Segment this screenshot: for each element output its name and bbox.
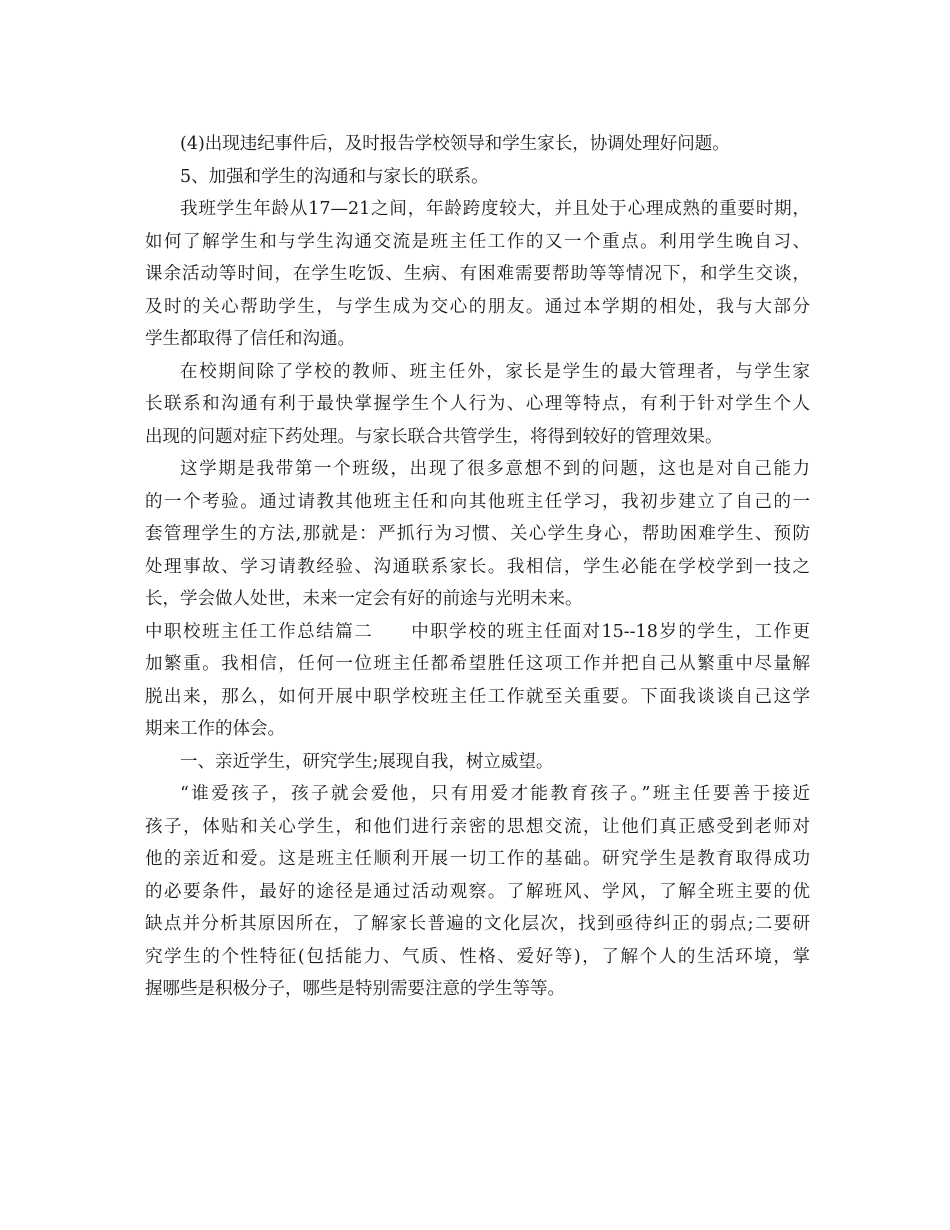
text-line: 课余活动等时间，在学生吃饭、生病、有困难需要帮助等等情况下，和学生交谈， <box>145 264 810 284</box>
text-line: 长，学会做人处世，未来一定会有好的前途与光明未来。 <box>145 589 583 609</box>
text-line: (4)出现违纪事件后，及时报告学校领导和学生家长，协调处理好问题。 <box>180 134 730 154</box>
text-line: 及时的关心帮助学生，与学生成为交心的朋友。通过本学期的相处，我与大部分 <box>145 296 810 317</box>
text-line: 在校期间除了学校的教师、班主任外，家长是学生的最大管理者，与学生家 <box>180 361 810 382</box>
text-line: “谁爱孩子，孩子就会爱他，只有用爱才能教育孩子。”班主任要善于接近 <box>180 784 810 804</box>
document-body <box>145 128 810 1006</box>
text-line: 的一个考验。通过请教其他班主任和向其他班主任学习，我初步建立了自己的一 <box>145 491 810 512</box>
text-line: 学生都取得了信任和沟通。 <box>145 329 355 349</box>
text-line: 期来工作的体会。 <box>145 719 285 739</box>
text-line: 握哪些是积极分子，哪些是特别需要注意的学生等等。 <box>145 979 565 999</box>
text-line: 这学期是我带第一个班级，出现了很多意想不到的问题，这也是对自己能力 <box>180 459 810 479</box>
subheading-line: 一、亲近学生，研究学生;展现自我，树立威望。 <box>180 751 554 772</box>
text-line: 他的亲近和爱。这是班主任顺利开展一切工作的基础。研究学生是教育取得成功 <box>145 849 810 869</box>
text-line: 的必要条件，最好的途径是通过活动观察。了解班风、学风，了解全班主要的优 <box>145 881 810 902</box>
text-line: 出现的问题对症下药处理。与家长联合共管学生，将得到较好的管理效果。 <box>145 426 723 447</box>
text-line: 究学生的个性特征(包括能力、气质、性格、爱好等)，了解个人的生活环境，掌 <box>145 946 810 967</box>
text-line: 加繁重。我相信，任何一位班主任都希望胜任这项工作并把自己从繁重中尽量解 <box>145 654 810 674</box>
text-line: 孩子，体贴和关心学生，和他们进行亲密的思想交流，让他们真正感受到老师对 <box>145 816 810 837</box>
section-heading-line: 中职校班主任工作总结篇二 中职学校的班主任面对15--18岁的学生，工作更 <box>145 621 810 642</box>
text-line: 脱出来，那么，如何开展中职学校班主任工作就至关重要。下面我谈谈自己这学 <box>145 686 810 707</box>
text-line: 处理事故、学习请教经验、沟通联系家长。我相信，学生必能在学校学到一技之 <box>145 556 810 577</box>
text-line: 5、加强和学生的沟通和与家长的联系。 <box>180 166 489 187</box>
text-line: 套管理学生的方法,那就是：严抓行为习惯、关心学生身心，帮助困难学生、预防 <box>145 524 810 544</box>
text-line: 如何了解学生和与学生沟通交流是班主任工作的又一个重点。利用学生晚自习、 <box>145 231 810 252</box>
text-line: 我班学生年龄从17—21之间，年龄跨度较大，并且处于心理成熟的重要时期， <box>180 199 810 219</box>
text-line: 缺点并分析其原因所在，了解家长普遍的文化层次，找到亟待纠正的弱点;二要研 <box>145 914 810 934</box>
text-line: 长联系和沟通有利于最快掌握学生个人行为、心理等特点，有利于针对学生个人 <box>145 394 810 414</box>
